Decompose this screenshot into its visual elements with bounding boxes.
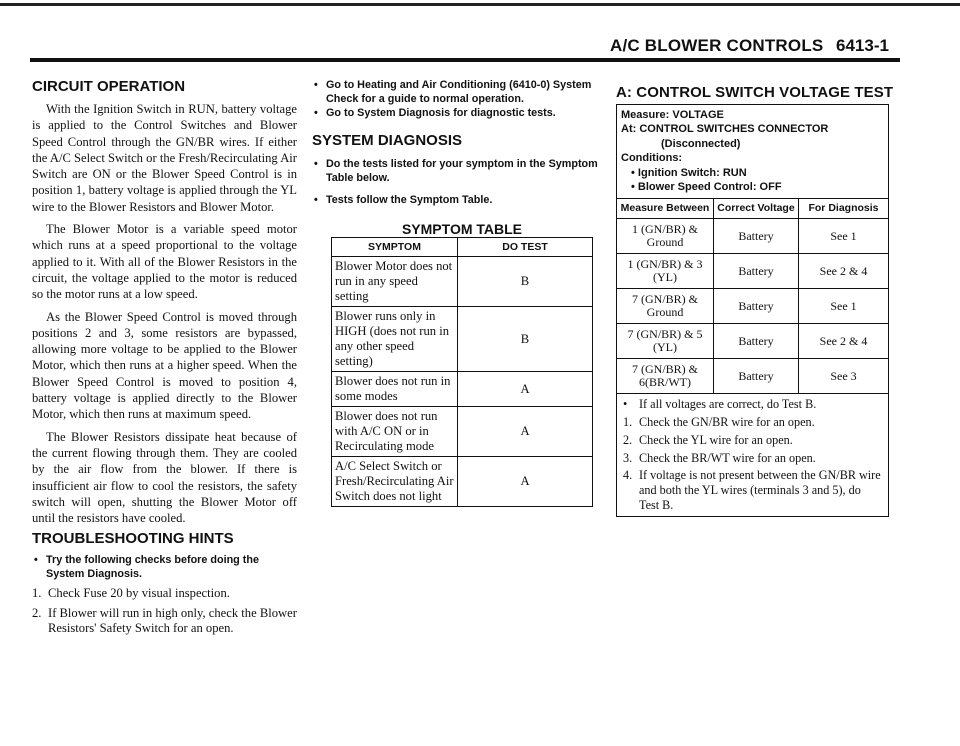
top-rule — [0, 3, 960, 6]
page-header-title: A/C BLOWER CONTROLS — [610, 36, 824, 55]
at-label: At: CONTROL SWITCHES CONNECTOR — [621, 123, 829, 136]
test-a-box — [616, 104, 889, 517]
conditions-label: Conditions: — [621, 152, 683, 165]
circuit-operation-column — [32, 78, 297, 637]
diagnosis-cell: See 2 & 4 — [799, 324, 889, 359]
diagnosis-cell: See 2 & 4 — [799, 254, 889, 289]
bullet-icon: • — [314, 79, 318, 91]
table-row — [332, 257, 593, 307]
table-row — [332, 372, 593, 407]
paragraph: The Blower Resistors dissipate heat because of the current flowing through them. They are cooled by the air flow from the blower. If there is insufficient air flow to cool the resistors, the safety switch will open, shutting the Blower Motor off until the resistors have cooled. — [32, 429, 297, 526]
column-header: For Diagnosis — [799, 199, 889, 219]
list-item: 2. If Blower will run in high only, check the Blower Resistors' Safety Switch for an open. — [32, 605, 297, 636]
voltage-cell: Battery — [714, 359, 799, 394]
diagnosis-column — [312, 78, 602, 507]
bullet-icon: • — [34, 554, 38, 567]
table-row — [617, 254, 888, 289]
header-rule — [30, 58, 900, 62]
paragraph: As the Blower Speed Control is moved through positions 2 and 3, some resistors are bypassed, allowing more voltage to be applied to the Blower Motor, which then runs at a higher speed. When the Blower Speed Control is moved to position 4, battery voltage is applied directly to the Blower Motor, which then runs at maximum speed. — [32, 309, 297, 422]
diagnosis-cell: See 1 — [799, 289, 889, 324]
voltage-table — [617, 199, 888, 394]
column-header: DO TEST — [458, 238, 593, 257]
bullet-icon: • — [314, 107, 318, 119]
list-item: 1. Check Fuse 20 by visual inspection. — [32, 586, 230, 601]
list-item: 3. Check the BR/WT wire for an open. — [623, 450, 816, 465]
symptom-table — [331, 237, 593, 507]
voltage-cell: Battery — [714, 289, 799, 324]
table-row — [617, 324, 888, 359]
list-item: • Do the tests listed for your symptom in the Symptom Table below. — [314, 158, 598, 184]
test-cell: A — [458, 407, 593, 457]
between-cell: 7 (GN/BR) & 6(BR/WT) — [617, 359, 714, 394]
diagnosis-cell: See 1 — [799, 219, 889, 254]
bullet-icon: • — [314, 158, 318, 170]
test-cell: A — [458, 372, 593, 407]
between-cell: 1 (GN/BR) & 3 (YL) — [617, 254, 714, 289]
table-row — [332, 307, 593, 372]
test-cell: A — [458, 457, 593, 507]
column-header: Correct Voltage — [714, 199, 799, 219]
voltage-cell: Battery — [714, 254, 799, 289]
condition-item: • Blower Speed Control: OFF — [631, 181, 782, 194]
table-row — [617, 359, 888, 394]
between-cell: 7 (GN/BR) & Ground — [617, 289, 714, 324]
test-cell: B — [458, 307, 593, 372]
measure-label: Measure: VOLTAGE — [621, 109, 724, 121]
test-a-conditions — [617, 105, 888, 199]
voltage-cell: Battery — [714, 219, 799, 254]
page-number: 6413-1 — [836, 36, 889, 55]
list-item: • Go to Heating and Air Conditioning (6410-0) System Check for a guide to normal operation. — [314, 79, 592, 105]
symptom-cell: A/C Select Switch or Fresh/Recirculating Air Switch does not light — [332, 457, 458, 507]
symptom-table-title: SYMPTOM TABLE — [401, 221, 523, 237]
list-item: 1. Check the GN/BR wire for an open. — [623, 415, 815, 430]
diagnosis-cell: See 3 — [799, 359, 889, 394]
bullet-icon: • — [623, 397, 628, 412]
symptom-cell: Blower does not run in some modes — [332, 372, 458, 407]
bullet-icon: • — [314, 194, 318, 206]
table-row — [332, 407, 593, 457]
list-item: • Tests follow the Symptom Table. — [314, 194, 493, 206]
list-item: 4. If voltage is not present between the GN/BR wire and both the YL wires (terminals 3 and 5), do Test B. — [623, 468, 881, 512]
symptom-cell: Blower does not run with A/C ON or in Recirculating mode — [332, 407, 458, 457]
between-cell: 1 (GN/BR) & Ground — [617, 219, 714, 254]
table-row — [617, 219, 888, 254]
paragraph: The Blower Motor is a variable speed motor which runs at a speed proportional to the voltage applied to it. With all of the Blower Resistors in the circuit, the voltage applied to the motor is reduced so the motor runs at a low speed. — [32, 222, 297, 302]
condition-item: • Ignition Switch: RUN — [631, 166, 747, 179]
test-a-column — [616, 78, 901, 517]
test-a-notes — [617, 394, 888, 516]
paragraph: With the Ignition Switch in RUN, battery voltage is applied to the Control Switches and Blower Speed Control through the GN/BR wires. If either the A/C Select Switch or the Fresh/Recirculating Air Switch are ON or the Blower Speed Control is in position 1, battery voltage is applied through the YL wire to the Blower Resistors and Blower Motor. — [32, 102, 297, 214]
test-cell: B — [458, 257, 593, 307]
list-item: • Go to System Diagnosis for diagnostic tests. — [314, 107, 556, 119]
voltage-cell: Battery — [714, 324, 799, 359]
list-item: • If all voltages are correct, do Test B. — [623, 397, 817, 412]
column-header: Measure Between — [617, 199, 714, 219]
test-a-title: A: CONTROL SWITCH VOLTAGE TEST — [616, 84, 894, 101]
circuit-operation-heading: CIRCUIT OPERATION — [32, 78, 186, 95]
column-header: SYMPTOM — [332, 238, 458, 257]
troubleshooting-heading: TROUBLESHOOTING HINTS — [32, 530, 234, 548]
list-item: • Try the following checks before doing the System Diagnosis. — [34, 554, 259, 581]
table-row — [617, 289, 888, 324]
list-item: 2. Check the YL wire for an open. — [623, 432, 793, 447]
symptom-cell: Blower runs only in HIGH (does not run in any other speed setting) — [332, 307, 458, 372]
system-diagnosis-heading: SYSTEM DIAGNOSIS — [312, 132, 463, 149]
symptom-cell: Blower Motor does not run in any speed setting — [332, 257, 458, 307]
at-sub-label: (Disconnected) — [661, 137, 741, 150]
table-row — [332, 457, 593, 507]
between-cell: 7 (GN/BR) & 5 (YL) — [617, 324, 714, 359]
